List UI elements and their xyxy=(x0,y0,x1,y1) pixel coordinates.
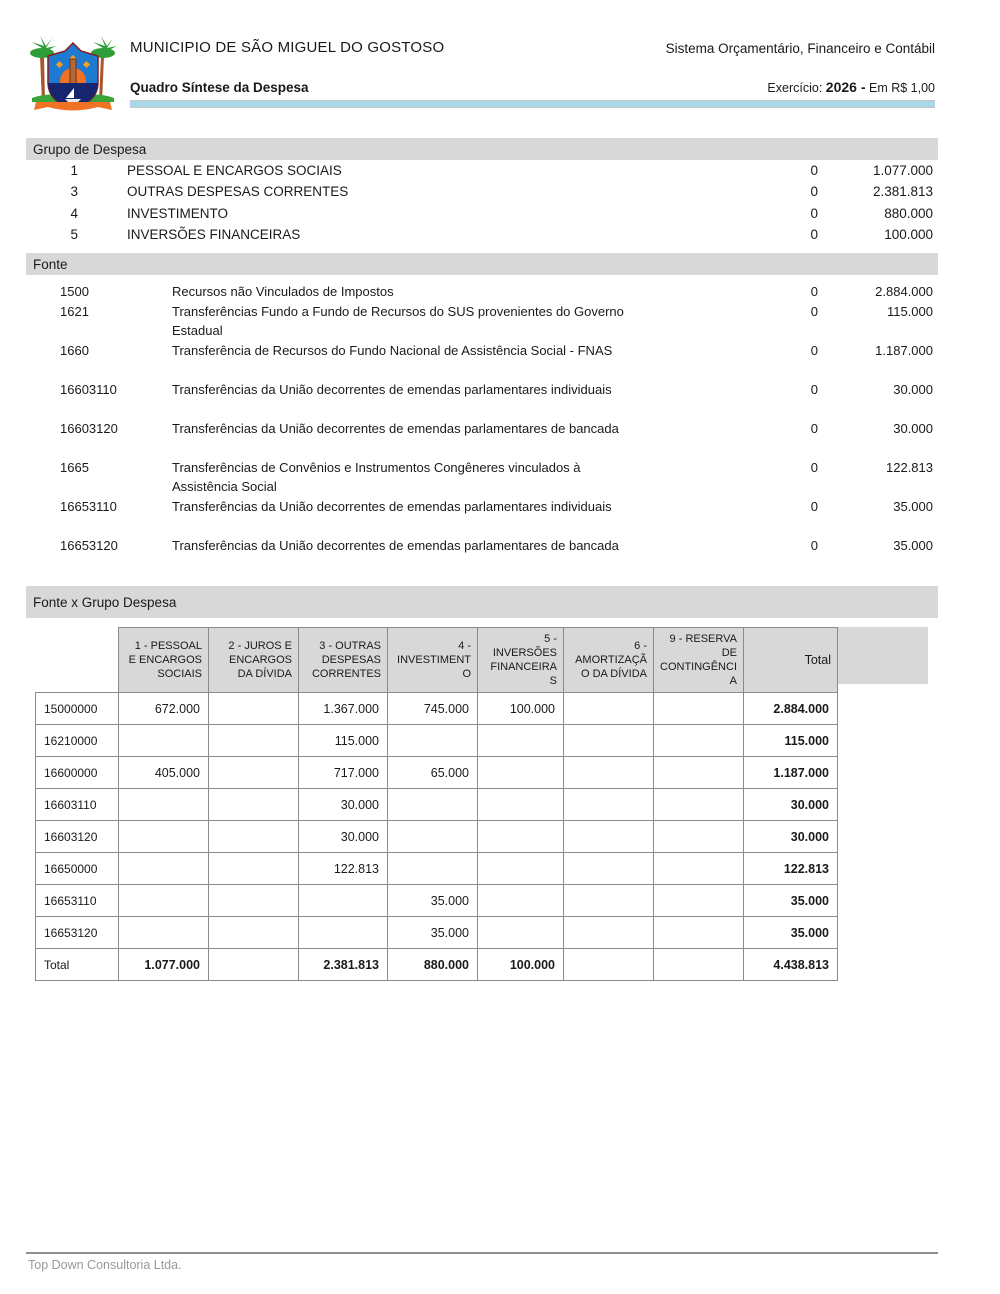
fonte-description: Transferências da União decorrentes de emendas parlamentares de bancada xyxy=(172,537,619,553)
section-title-matrix: Fonte x Grupo Despesa xyxy=(26,586,938,618)
matrix-row-code: 16600000 xyxy=(36,757,119,789)
matrix-cell: 672.000 xyxy=(119,693,209,725)
fonte-zero-value: 0 xyxy=(810,459,818,475)
matrix-cell xyxy=(388,821,478,853)
matrix-cell xyxy=(209,821,299,853)
matrix-cell: 1.367.000 xyxy=(299,693,388,725)
fonte-zero-value: 0 xyxy=(810,498,818,514)
grupo-code: 1 xyxy=(70,163,78,178)
fonte-row xyxy=(26,380,938,419)
matrix-cell: 4.438.813 xyxy=(744,949,838,981)
grupo-amount: 2.381.813 xyxy=(872,184,933,200)
section-title-fonte: Fonte xyxy=(26,253,938,275)
fonte-rows xyxy=(26,282,938,575)
grupo-row xyxy=(26,184,938,205)
matrix-cell xyxy=(654,885,744,917)
grupo-label: PESSOAL E ENCARGOS SOCIAIS xyxy=(127,163,342,178)
matrix-cell: 100.000 xyxy=(478,949,564,981)
grupo-label: INVESTIMENTO xyxy=(127,205,229,221)
fonte-description: Transferências Fundo a Fundo de Recursos do SUS provenientes do Governo Estadual xyxy=(172,303,624,338)
matrix-row-code: 16650000 xyxy=(36,853,119,885)
matrix-cell: 1.077.000 xyxy=(119,949,209,981)
matrix-cell xyxy=(564,693,654,725)
fonte-zero-value: 0 xyxy=(810,381,818,397)
matrix-cell xyxy=(388,725,478,757)
matrix-column-header: 5 - INVERSÕES FINANCEIRAS xyxy=(478,628,564,693)
fonte-amount: 35.000 xyxy=(893,498,933,514)
matrix-cell xyxy=(654,821,744,853)
fonte-row xyxy=(26,419,938,458)
matrix-cell: 65.000 xyxy=(388,757,478,789)
matrix-column-header: 4 - INVESTIMENTO xyxy=(388,628,478,693)
fonte-amount: 1.187.000 xyxy=(875,342,933,358)
fonte-row xyxy=(26,302,938,341)
matrix-cell: 2.381.813 xyxy=(299,949,388,981)
matrix-row-code: 16210000 xyxy=(36,725,119,757)
matrix-row-code: 15000000 xyxy=(36,693,119,725)
matrix-cell xyxy=(564,885,654,917)
matrix-row xyxy=(36,853,838,885)
grupo-code: 4 xyxy=(70,205,78,221)
fonte-row xyxy=(26,282,938,302)
matrix-cell: 30.000 xyxy=(744,789,838,821)
matrix-cell xyxy=(209,693,299,725)
matrix-cell xyxy=(119,725,209,757)
fonte-row xyxy=(26,341,938,380)
fonte-description: Transferências da União decorrentes de emendas parlamentares individuais xyxy=(172,381,612,397)
grupo-row xyxy=(26,227,938,248)
matrix-cell xyxy=(299,885,388,917)
matrix-header-row xyxy=(36,628,838,693)
matrix-row-code: Total xyxy=(36,949,119,981)
fonte-amount: 115.000 xyxy=(886,303,933,319)
grupo-zero-value: 0 xyxy=(810,163,818,178)
fonte-code: 16653110 xyxy=(60,498,117,514)
matrix-table-wrap xyxy=(35,627,938,981)
fonte-description: Recursos não Vinculados de Impostos xyxy=(172,284,394,299)
matrix-cell xyxy=(654,949,744,981)
system-name: Sistema Orçamentário, Financeiro e Contábil xyxy=(665,41,935,56)
matrix-cell xyxy=(478,821,564,853)
matrix-cell: 115.000 xyxy=(744,725,838,757)
grupo-label: OUTRAS DESPESAS CORRENTES xyxy=(127,184,349,200)
fonte-zero-value: 0 xyxy=(810,303,818,319)
grupo-row xyxy=(26,206,938,227)
matrix-cell xyxy=(564,853,654,885)
matrix-row xyxy=(36,789,838,821)
matrix-cell: 405.000 xyxy=(119,757,209,789)
matrix-cell xyxy=(209,949,299,981)
fonte-code: 16603110 xyxy=(60,381,117,397)
fonte-amount: 30.000 xyxy=(893,381,933,397)
matrix-cell xyxy=(564,949,654,981)
grupo-code: 3 xyxy=(70,184,78,200)
fonte-code: 16603120 xyxy=(60,420,118,436)
grupo-amount: 1.077.000 xyxy=(872,163,933,178)
fonte-description: Transferências da União decorrentes de emendas parlamentares individuais xyxy=(172,498,612,514)
fonte-amount: 30.000 xyxy=(893,420,933,436)
municipal-coat-of-arms-icon xyxy=(28,26,118,114)
matrix-column-header: 6 - AMORTIZAÇÃO DA DÍVIDA xyxy=(564,628,654,693)
currency-note: Em R$ 1,00 xyxy=(868,81,935,95)
matrix-cell: 115.000 xyxy=(299,725,388,757)
matrix-cell xyxy=(478,885,564,917)
footer-divider xyxy=(26,1252,938,1254)
matrix-cell xyxy=(478,917,564,949)
section-title-grupo: Grupo de Despesa xyxy=(26,138,938,160)
matrix-cell xyxy=(209,885,299,917)
grupo-code: 5 xyxy=(70,226,78,242)
grupo-zero-value: 0 xyxy=(810,226,818,242)
matrix-cell xyxy=(119,917,209,949)
matrix-header-extension xyxy=(838,627,928,684)
matrix-cell: 100.000 xyxy=(478,693,564,725)
matrix-cell xyxy=(209,725,299,757)
matrix-cell xyxy=(388,789,478,821)
matrix-row-code: 16653120 xyxy=(36,917,119,949)
fonte-amount: 122.813 xyxy=(886,459,933,475)
matrix-cell: 35.000 xyxy=(388,917,478,949)
footer-vendor: Top Down Consultoria Ltda. xyxy=(28,1258,182,1272)
fonte-description: Transferências de Convênios e Instrumentos Congêneres vinculados à Assistência Social xyxy=(172,459,581,494)
matrix-cell xyxy=(119,853,209,885)
matrix-cell xyxy=(564,821,654,853)
fonte-zero-value: 0 xyxy=(810,420,818,436)
matrix-column-header: 2 - JUROS E ENCARGOS DA DÍVIDA xyxy=(209,628,299,693)
matrix-cell xyxy=(299,917,388,949)
matrix-cell xyxy=(119,789,209,821)
matrix-row xyxy=(36,693,838,725)
grupo-label: INVERSÕES FINANCEIRAS xyxy=(127,226,301,242)
matrix-cell xyxy=(209,853,299,885)
fonte-code: 1660 xyxy=(60,342,89,358)
matrix-cell: 2.884.000 xyxy=(744,693,838,725)
matrix-cell xyxy=(564,757,654,789)
matrix-row xyxy=(36,757,838,789)
fonte-description: Transferências da União decorrentes de emendas parlamentares de bancada xyxy=(172,420,619,436)
matrix-corner-cell xyxy=(36,628,119,693)
matrix-cell: 122.813 xyxy=(299,853,388,885)
matrix-cell: 35.000 xyxy=(388,885,478,917)
matrix-cell: 717.000 xyxy=(299,757,388,789)
fonte-description: Transferência de Recursos do Fundo Nacional de Assistência Social - FNAS xyxy=(172,342,613,358)
exercise-info xyxy=(767,79,935,95)
matrix-column-header: 1 - PESSOAL E ENCARGOS SOCIAIS xyxy=(119,628,209,693)
matrix-cell: 1.187.000 xyxy=(744,757,838,789)
grupo-zero-value: 0 xyxy=(810,205,818,221)
matrix-cell xyxy=(478,757,564,789)
matrix-row-code: 16603120 xyxy=(36,821,119,853)
matrix-row xyxy=(36,949,838,981)
matrix-table xyxy=(35,627,838,981)
fonte-zero-value: 0 xyxy=(810,342,818,358)
matrix-row xyxy=(36,917,838,949)
matrix-cell xyxy=(654,789,744,821)
matrix-cell xyxy=(209,789,299,821)
exercise-label: Exercício: xyxy=(767,81,823,95)
matrix-cell xyxy=(564,917,654,949)
matrix-cell xyxy=(654,725,744,757)
matrix-cell: 745.000 xyxy=(388,693,478,725)
fonte-code: 1621 xyxy=(60,303,89,319)
matrix-cell xyxy=(478,853,564,885)
matrix-cell xyxy=(478,789,564,821)
grupo-amount: 880.000 xyxy=(884,205,933,221)
matrix-row xyxy=(36,821,838,853)
grupo-rows xyxy=(26,163,938,248)
fonte-row xyxy=(26,536,938,575)
header-separator xyxy=(130,100,935,108)
exercise-year: 2026 - xyxy=(825,79,866,95)
matrix-cell xyxy=(388,853,478,885)
matrix-cell: 30.000 xyxy=(299,821,388,853)
matrix-row-code: 16653110 xyxy=(36,885,119,917)
matrix-cell xyxy=(478,725,564,757)
fonte-row xyxy=(26,497,938,536)
matrix-cell xyxy=(209,757,299,789)
matrix-cell xyxy=(564,789,654,821)
matrix-cell xyxy=(564,725,654,757)
matrix-cell: 30.000 xyxy=(744,821,838,853)
fonte-code: 16653120 xyxy=(60,537,118,553)
fonte-amount: 2.884.000 xyxy=(875,284,933,299)
matrix-column-header: 9 - RESERVA DE CONTINGÊNCIA xyxy=(654,628,744,693)
fonte-amount: 35.000 xyxy=(893,537,933,553)
matrix-cell: 122.813 xyxy=(744,853,838,885)
municipality-name: MUNICIPIO DE SÃO MIGUEL DO GOSTOSO xyxy=(130,39,445,56)
matrix-cell xyxy=(119,885,209,917)
matrix-column-header: Total xyxy=(744,628,838,693)
matrix-cell: 30.000 xyxy=(299,789,388,821)
matrix-row xyxy=(36,725,838,757)
matrix-column-header: 3 - OUTRAS DESPESAS CORRENTES xyxy=(299,628,388,693)
fonte-row xyxy=(26,458,938,497)
matrix-cell xyxy=(654,853,744,885)
fonte-code: 1500 xyxy=(60,284,89,299)
matrix-cell xyxy=(654,917,744,949)
matrix-row-code: 16603110 xyxy=(36,789,119,821)
grupo-row xyxy=(26,163,938,184)
fonte-zero-value: 0 xyxy=(810,537,818,553)
fonte-zero-value: 0 xyxy=(810,284,818,299)
matrix-cell: 35.000 xyxy=(744,885,838,917)
report-title: Quadro Síntese da Despesa xyxy=(130,80,309,95)
matrix-row xyxy=(36,885,838,917)
fonte-code: 1665 xyxy=(60,459,89,475)
matrix-cell xyxy=(209,917,299,949)
matrix-cell xyxy=(654,757,744,789)
grupo-zero-value: 0 xyxy=(810,184,818,200)
matrix-cell xyxy=(119,821,209,853)
matrix-cell xyxy=(654,693,744,725)
matrix-cell: 35.000 xyxy=(744,917,838,949)
matrix-cell: 880.000 xyxy=(388,949,478,981)
grupo-amount: 100.000 xyxy=(884,226,933,242)
